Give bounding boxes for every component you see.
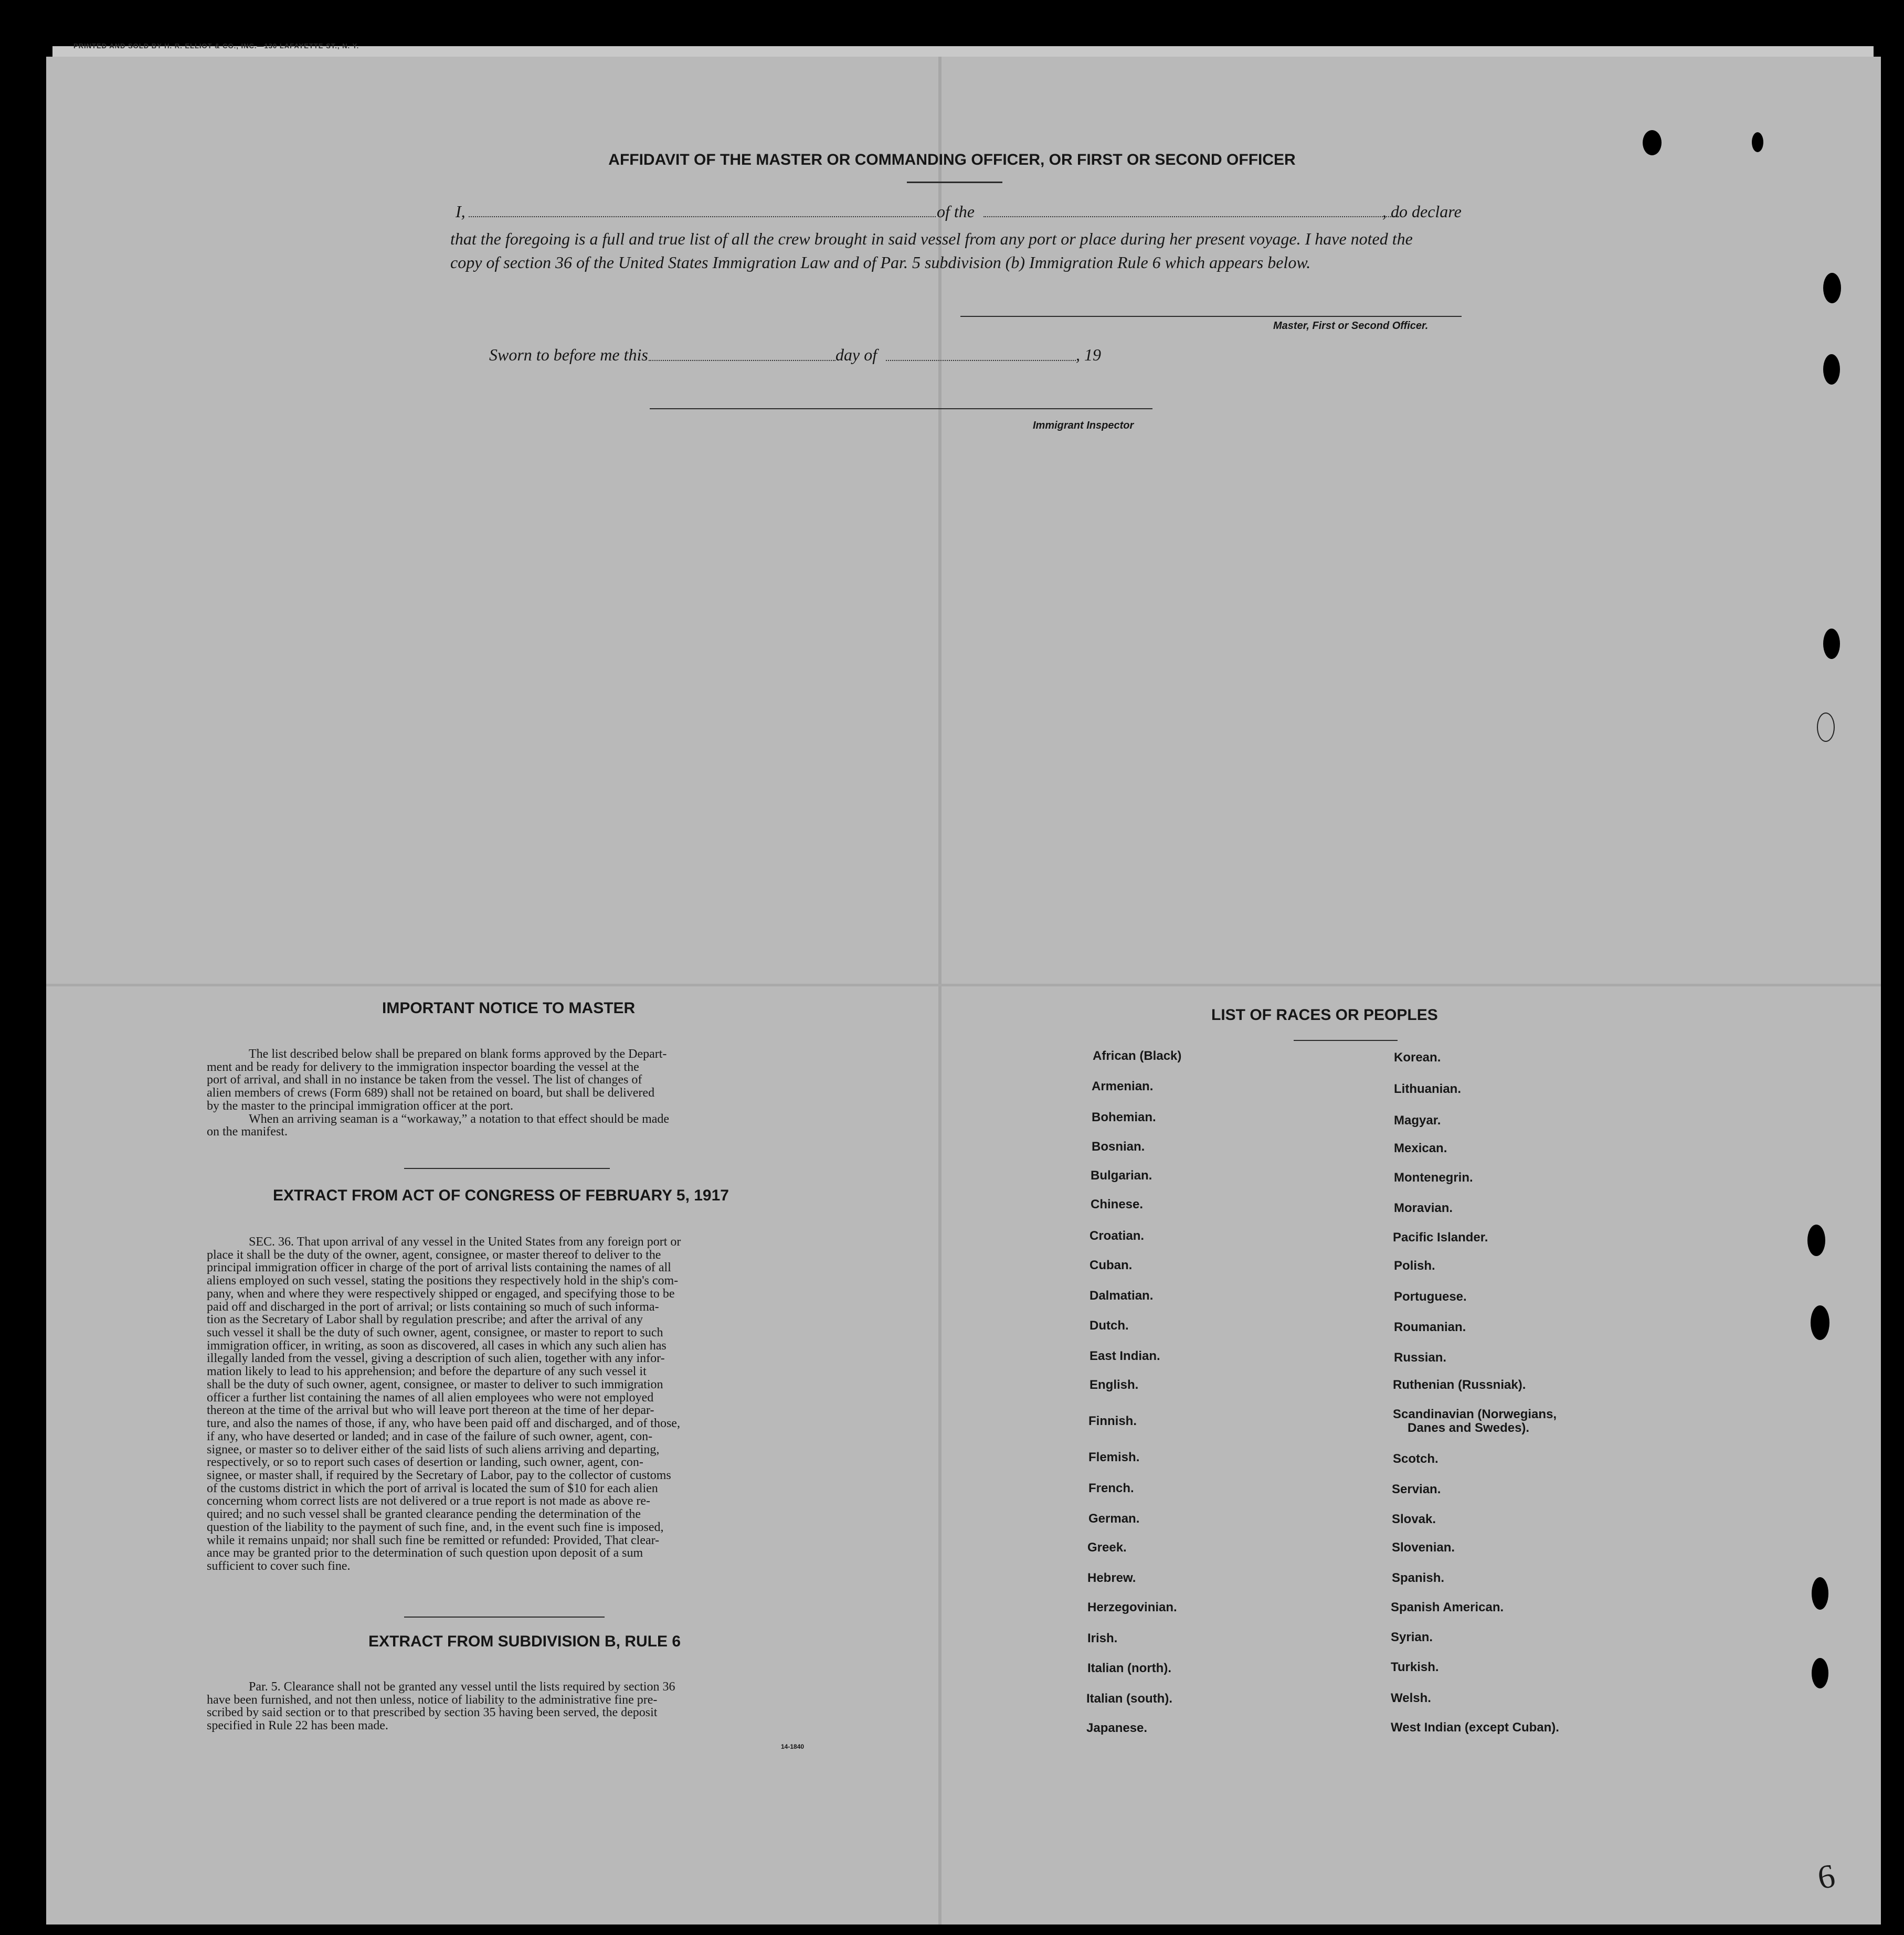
races-divider (1294, 1040, 1398, 1041)
race-item: Syrian. (1391, 1630, 1433, 1644)
notice-line: ment and be ready for delivery to the immigration inspector boarding the vessel at the (207, 1060, 639, 1074)
notice-body (207, 1048, 815, 1139)
race-item: German. (1088, 1512, 1140, 1526)
extract-line: concerning whom correct lists are not delivered or a true report is not made as above re- (207, 1494, 651, 1508)
extract-act-body (207, 1236, 815, 1573)
race-item: Irish. (1087, 1631, 1118, 1645)
punch-hole-icon (1817, 713, 1835, 742)
extract-line: officer a further list containing the names of all alien employees who were not employed (207, 1390, 654, 1405)
notice-line: The list described below shall be prepared on blank forms approved by the Depart- (249, 1047, 667, 1061)
extract-line: thereon at the time of the arrival but who will leave port thereon at the time of her depar- (207, 1404, 654, 1418)
extract-line: question of the liability to the payment of such fine, and, in the event such fine is imposed, (207, 1520, 664, 1534)
race-item: Scandinavian (Norwegians, (1393, 1407, 1557, 1421)
extract-line: paid off and discharged in the port of arrival; or lists containing so much of such informa- (207, 1300, 659, 1314)
extract-line: tion as the Secretary of Labor shall by regulation prescribe; and after the arrival of any (207, 1313, 643, 1327)
race-item: East Indian. (1089, 1349, 1160, 1363)
extract-rule-line: have been furnished, and not then unless, notice of liability to the administrative fine pre- (207, 1693, 658, 1707)
punch-hole-icon (1807, 1225, 1825, 1256)
race-item: Finnish. (1088, 1414, 1137, 1428)
race-item: Servian. (1392, 1482, 1441, 1496)
extract-line: illegally landed from the vessel, giving a description of such alien, together with any infor- (207, 1352, 665, 1366)
sworn-month-blank (886, 360, 1076, 361)
extract-line: ance may be granted prior to the determination of such question upon deposit of a sum (207, 1546, 643, 1560)
race-item: Welsh. (1391, 1691, 1431, 1705)
extract-line: quired; and no such vessel shall be granted clearance pending the determination of the (207, 1507, 641, 1522)
punch-hole-icon (1823, 629, 1840, 659)
notice-line: alien members of crews (Form 689) shall not be retained on board, but shall be delivered (207, 1086, 655, 1100)
race-item: Spanish. (1392, 1571, 1445, 1585)
race-item: Russian. (1394, 1351, 1447, 1365)
race-item: Moravian. (1394, 1201, 1453, 1215)
race-item: Bohemian. (1092, 1110, 1156, 1124)
sworn-label: Sworn to before me this (489, 345, 648, 364)
punch-hole-icon (1812, 1658, 1828, 1688)
race-item: Bosnian. (1092, 1140, 1145, 1154)
race-item: Montenegrin. (1394, 1171, 1473, 1185)
punch-hole-icon (1811, 1305, 1829, 1340)
title-divider (907, 182, 1002, 183)
race-item: Pacific Islander. (1393, 1230, 1488, 1245)
race-item: Lithuanian. (1394, 1082, 1461, 1096)
extract-line: of the customs district in which the port of arrival is located the sum of $10 for each alien (207, 1481, 658, 1495)
race-item: African (Black) (1093, 1049, 1182, 1063)
race-item: Flemish. (1088, 1450, 1140, 1464)
extract-line: respectively, or so to report such cases of desertion or landing, such owner, agent, con- (207, 1455, 643, 1470)
section-divider (404, 1168, 610, 1169)
extract-act-title: EXTRACT FROM ACT OF CONGRESS OF FEBRUARY 5, 1917 (273, 1187, 729, 1204)
affidavit-title: AFFIDAVIT OF THE MASTER OR COMMANDING OFFICER, OR FIRST OR SECOND OFFICER (608, 151, 1296, 168)
vertical-fold (938, 57, 942, 1925)
horizontal-fold (46, 984, 1881, 986)
race-item: Korean. (1394, 1050, 1441, 1065)
race-item: French. (1088, 1481, 1134, 1495)
race-item: Polish. (1394, 1259, 1435, 1273)
race-item: Ruthenian (Russniak). (1393, 1378, 1526, 1392)
race-item: Danes and Swedes). (1408, 1421, 1530, 1435)
extract-rule-body (207, 1681, 815, 1732)
race-item: Slovak. (1392, 1512, 1436, 1526)
sworn-day-blank (649, 360, 835, 361)
affidavit-i-label: I, (456, 202, 466, 221)
races-title: LIST OF RACES OR PEOPLES (1211, 1006, 1438, 1024)
extract-line: while it remains unpaid; nor shall such fine be remitted or refunded: Provided, That clear- (207, 1533, 660, 1547)
officer-caption: Master, First or Second Officer. (1273, 320, 1429, 332)
race-item: Turkish. (1391, 1660, 1439, 1674)
extract-line: SEC. 36. That upon arrival of any vessel in the United States from any foreign port or (249, 1235, 681, 1249)
punch-hole-icon (1752, 132, 1763, 152)
handwritten-page-mark: 6 (1814, 1856, 1838, 1897)
race-item: Dalmatian. (1089, 1289, 1154, 1303)
punch-hole-icon (1823, 273, 1841, 303)
race-item: Italian (north). (1087, 1661, 1171, 1675)
affidavit-declare-label: , do declare (1382, 202, 1462, 221)
extract-line: signee, or master shall, if required by the Secretary of Labor, pay to the collector of customs (207, 1468, 671, 1482)
race-item: Cuban. (1089, 1258, 1133, 1272)
affidavit-line-3: copy of section 36 of the United States Immigration Law and of Par. 5 subdivision (b) Immigration Rule 6 which appears below. (450, 253, 1311, 272)
extract-line: mation likely to lead to his apprehension; and before the departure of any such vessel it (207, 1365, 647, 1379)
race-item: Herzegovinian. (1087, 1600, 1177, 1614)
extract-line: ture, and also the names of those, if any, who have been paid off and discharged, and of those, (207, 1417, 680, 1431)
race-item: Scotch. (1393, 1452, 1438, 1466)
race-item: Roumanian. (1394, 1320, 1466, 1334)
extract-line: such vessel it shall be the duty of such owner, agent, consignee, or master to report to such (207, 1326, 663, 1340)
extract-rule-line: specified in Rule 22 has been made. (207, 1719, 388, 1733)
race-item: Slovenian. (1392, 1540, 1455, 1555)
race-item: Chinese. (1091, 1197, 1144, 1211)
sworn-year-label: , 19 (1076, 345, 1101, 364)
notice-line: on the manifest. (207, 1125, 288, 1139)
race-item: Armenian. (1092, 1079, 1154, 1093)
race-item: Mexican. (1394, 1141, 1447, 1155)
race-item: English. (1089, 1378, 1139, 1392)
race-item: Japanese. (1086, 1721, 1148, 1735)
name-blank (469, 216, 936, 217)
document-page (46, 57, 1881, 1925)
extract-line: principal immigration officer in charge of the port of arrival lists containing the names of all (207, 1261, 671, 1275)
officer-signature-line (960, 316, 1462, 317)
race-item: Portuguese. (1394, 1290, 1467, 1304)
race-item: Dutch. (1089, 1319, 1129, 1333)
affidavit-of-the-label: of the (937, 202, 975, 221)
extract-line: place it shall be the duty of the owner, agent, consignee, or master thereof to deliver to the (207, 1248, 661, 1262)
extract-line: shall be the duty of such owner, agent, consignee, or master to deliver to such immigration (207, 1377, 663, 1391)
race-item: Croatian. (1089, 1229, 1145, 1243)
punch-hole-icon (1812, 1577, 1828, 1610)
race-item: Magyar. (1394, 1113, 1441, 1128)
notice-line: When an arriving seaman is a “workaway,” a notation to that effect should be made (249, 1112, 670, 1126)
extract-rule-line: Par. 5. Clearance shall not be granted any vessel until the lists required by section 36 (249, 1680, 675, 1694)
extract-line: signee, or master so to deliver either of the said lists of such aliens arriving and departing, (207, 1442, 660, 1456)
extract-line: sufficient to cover such fine. (207, 1559, 351, 1573)
sworn-day-of-label: day of (835, 345, 877, 364)
extract-rule-title: EXTRACT FROM SUBDIVISION B, RULE 6 (368, 1633, 681, 1650)
inspector-caption: Immigrant Inspector (1033, 420, 1134, 431)
extract-rule-line: scribed by said section or to that prescribed by section 35 having been served, the deposit (207, 1706, 658, 1720)
section-divider (404, 1617, 605, 1618)
race-item: Hebrew. (1087, 1571, 1136, 1585)
printer-line: PRINTED AND SOLD BY H. R. ELLIOT & CO., INC.—130 LAFAYETTE ST., N. Y. (73, 42, 359, 50)
form-number: 14-1840 (781, 1743, 805, 1750)
race-item: Greek. (1087, 1540, 1127, 1555)
affidavit-line-2: that the foregoing is a full and true list of all the crew brought in said vessel from any port or place during her present voyage. I have noted the (450, 229, 1413, 248)
extract-line: if any, who have deserted or landed; and in case of the failure of such owner, agent, con- (207, 1429, 653, 1443)
notice-line: by the master to the principal immigration officer at the port. (207, 1099, 514, 1113)
inspector-signature-line (650, 408, 1152, 409)
punch-hole-icon (1823, 354, 1840, 385)
race-item: Italian (south). (1086, 1692, 1172, 1706)
race-item: Bulgarian. (1091, 1168, 1152, 1183)
vessel-blank (983, 216, 1399, 217)
notice-line: port of arrival, and shall in no instance be taken from the vessel. The list of changes of (207, 1073, 642, 1087)
extract-line: immigration officer, in writing, as soon as discovered, all cases in which any such alien has (207, 1338, 667, 1353)
extract-line: pany, when and where they were respectively shipped or engaged, and specifying those to be (207, 1287, 675, 1301)
race-item: West Indian (except Cuban). (1391, 1720, 1559, 1735)
race-item: Spanish American. (1391, 1600, 1504, 1614)
notice-title: IMPORTANT NOTICE TO MASTER (382, 1000, 636, 1017)
extract-line: aliens employed on such vessel, stating the positions they respectively hold in the ship's com- (207, 1274, 679, 1288)
